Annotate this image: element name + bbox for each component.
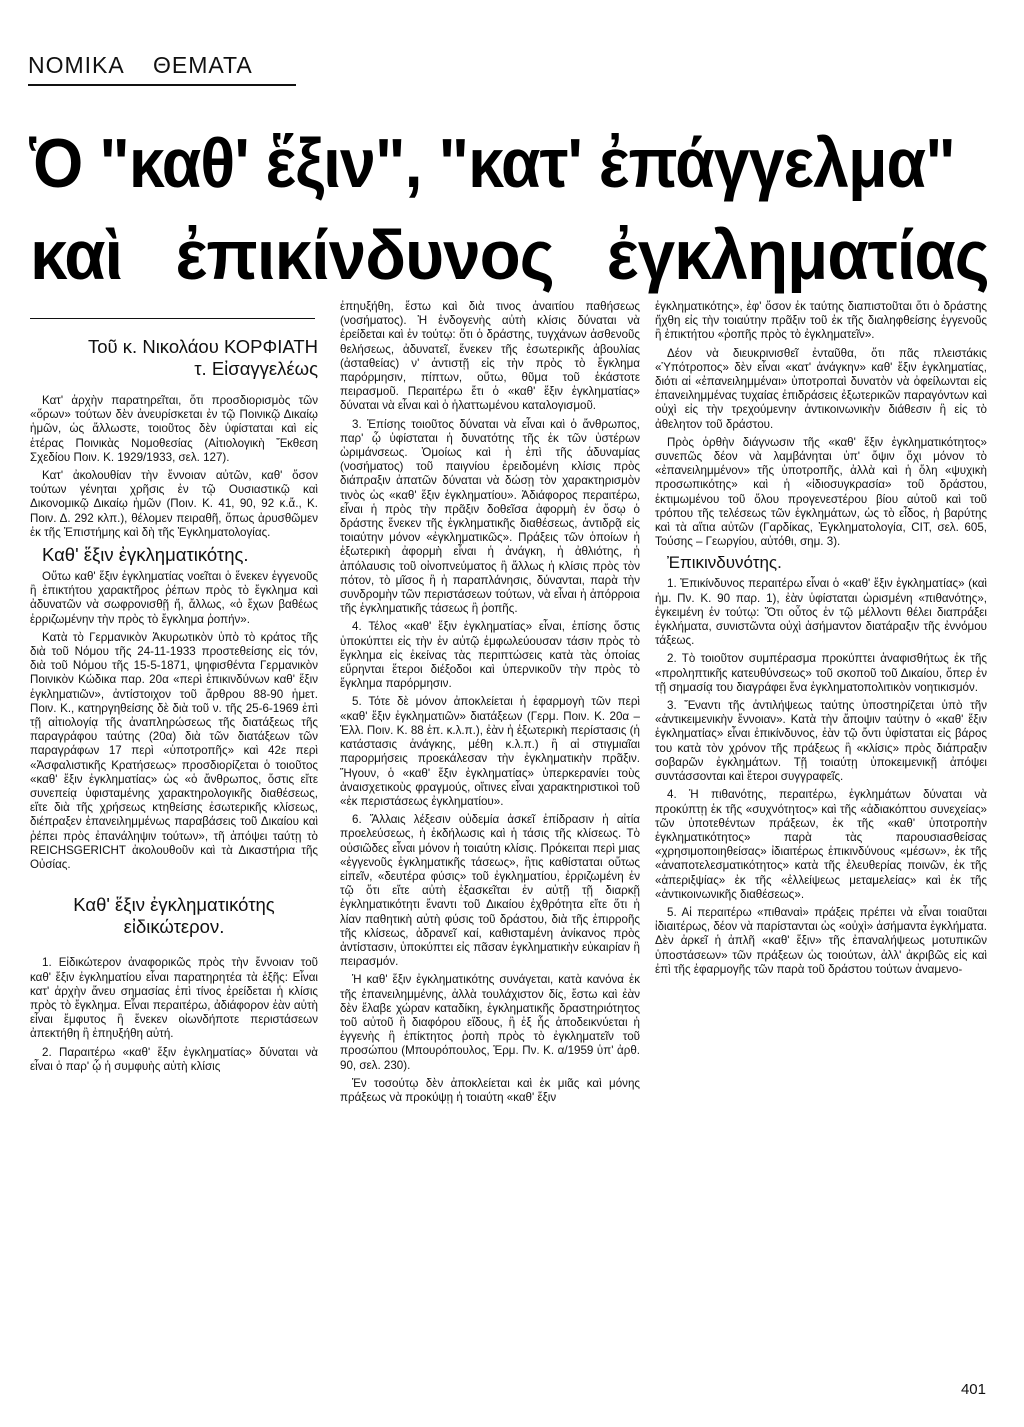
paragraph: Ἐν τοσούτῳ δὲν ἀποκλείεται καὶ ἐκ μιᾶς καὶ μόνης πράξεως νὰ προκύψῃ ἡ τοιαύτη «καθ' ἕξιν — [340, 1076, 640, 1104]
subheading-line: Καθ' ἕξιν ἐγκληματικότης — [73, 894, 275, 916]
paragraph: 1. Εἰδικώτερον ἀναφορικῶς πρὸς τὴν ἔννοιαν τοῦ καθ' ἕξιν ἐγκληματίου εἶναι παρατηρητέα τὰ ἑξῆς: Εἶναι κατ' ἀρχὴν ἄνευ σημασίας ἐπὶ τίνος ἐρείδεται ἡ κλίσις πρὸς τὸ ἔγκλημα. Εἶναι περαιτέρω, ἀδιάφορον ἐὰν αὐτὴ εἶναι ἔμφυτος ἢ ἕνεκεν οἰωνδήποτε περιστάσεων ἀπεκτήθη ἢ ἐπηυξήθη αὐτή. — [30, 956, 318, 1041]
paragraph: Κατ' ἀρχὴν παρατηρεῖται, ὅτι προσδιορισμὸς τῶν «ὅρων» τούτων δὲν ἀνευρίσκεται ἐν τῷ Ποινικῷ Δικαίῳ ἡμῶν, ὡς ἄλλωστε, τοιοῦτος δὲν ὑφίσταται καὶ εἰς ἑτέρας Ποινικὰς Νομοθεσίας (Αἰτιολογικὴ Ἔκθεση Σχεδίου Ποιν. Κ. 1929/1933, σελ. 127). — [30, 394, 318, 464]
column-middle — [340, 300, 640, 1109]
paragraph: 3. Ἐπίσης τοιοῦτος δύναται νὰ εἶναι καὶ ὁ ἄνθρωπος, παρ' ᾧ ὑφίσταται ἡ δυνατότης τῆς ἐκ τῶν ὑστέρων ὡριμάνσεως. Ὁμοίως καὶ ἡ ἐπὶ τῆς ἀδυναμίας (νοσήματος) τοῦ παιγνίου ἐρειδομένη κλίσις πρὸς διάπραξιν ἀπατῶν δύναται νὰ δώσῃ τὸν χαρακτηρισμὸν τινὸς ὡς «καθ' ἕξιν ἐγκληματίου». Ἀδιάφορος περαιτέρω, εἶναι ἡ πρὸς τὴν πρᾶξιν δοθεῖσα ἀφορμὴ ἐν ὅσῳ ὁ δράστης ἕνεκεν τῆς ἐγκληματικῆς διαθέσεως, ἀντιδρᾷ εἰς τοιαύτην μόνον «ἐγκληματικῶς». Πράξεις τῶν ὁποίων ἡ ἐξωτερικὴ ἀφορμὴ εἶναι ἡ ἀνάγκη, ἡ ἀθλιότης, ἡ ἀπόλαυσις τοῦ οἰνοπνεύματος ἢ ἄλλως ἡ κλίσις πρὸς τὸν πότον, τὸ μῖσος ἢ ἡ παραπλάνησις, δύνανται, παρὰ τὴν συνδρομὴν τῶν περιστάσεων τούτων, νὰ εἶναι ἡ ἀπόρροια τῆς ἐγκληματικῆς τάσεως ἢ ῥοπῆς. — [340, 417, 640, 616]
paragraph: 6. Ἄλλαις λέξεσιν οὐδεμία ἀσκεῖ ἐπίδρασιν ἡ αἰτία προελεύσεως, ἡ ἐκδήλωσις καὶ ἡ τάσις τῆς κλίσεως. Τὸ οὐσιῶδες εἶναι μόνον ἡ τοιαύτη κλίσις. Πρόκειται περὶ μιας «ἐγγενοῦς ἐγκληματικῆς τάσεως», ἣτις καθίσταται οὕτως εἰπεῖν, «δευτέρα φύσις» τοῦ ἐγκληματίου, ἐρριζωμένη ἐν τῷ ὅτι εἴτε αὐτὴ ἐξασκεῖται ἐν αὐτῇ τῇ διαρκῇ ἐγκληματικότητι ἔναντι τοῦ Δικαίου ἐχθρότητα εἴτε ὅτι ἡ λίαν παθητικὴ αὐτὴ φύσις τοῦ δράστου, διὰ τῆς ἐπιρροῆς τῆς κλίσεως, ἀδρανεῖ καί, καθισταμένη ἀνίκανος πρὸς ἀντίστασιν, ὑποκύπτει εἰς πᾶσαν ἐγκληματικὴν εὐκαιρίαν ἢ πειρασμόν. — [340, 813, 640, 969]
subheading: Καθ' ἕξιν ἐγκληματικότης. — [42, 544, 249, 566]
subheading-line: εἰδικώτερον. — [123, 916, 225, 938]
paragraph: 3. Ἔναντι τῆς ἀντιλήψεως ταύτης ὑποστηρίζεται ὑπὸ τῆν «ἀντικειμενικὴν ἔννοιαν». Κατὰ τὴν ἄποψιν ταύτην ὁ «καθ' ἕξιν ἐγκληματίας» εἶναι ἐπικίνδυνος, ἐὰν τῷ ὄντι ὑφίσταται εἰς βάρος του κατὰ τὸν χρόνον τῆς πράξεως ἢ «κλίσις» πρὸς διάπραξιν σοβαρῶν ἐγκλημάτων. Τῇ τοιαύτῃ ὑποκειμενικῇ ἀπόψει συντάσσονται καὶ ἕτεροι συγγραφεῖς. — [655, 699, 987, 784]
column-right — [655, 300, 987, 981]
paragraph: 4. Τέλος «καθ' ἕξιν ἐγκληματίας» εἶναι, ἐπίσης ὅστις ὑποκύπτει εἰς τὴν ἐν αὐτῷ ἐμφωλεύουσαν τάσιν πρὸς τὸ ἔγκλημα εἰς ἐκείνας τὰς περιπτώσεις κατὰ τὰς ὁποίας εὕρηνται ἕτεροι διέξοδοι καὶ ὑπερνικοῦν τὴν πρὸς τὸ ἔγκλημα παρόρμησιν. — [340, 620, 640, 691]
paragraph: 5. Αἱ περαιτέρω «πιθαναὶ» πράξεις πρέπει νὰ εἶναι τοιαῦται ἰδιαιτέρως, δέον νὰ παρίστανται ὡς «οὐχὶ» ἀσήμαντα ἐγκλήματα. Δὲν ἀρκεῖ ἡ ἀπλῆ «καθ' ἕξιν» τῆς ἐπαναλήψεως μοτυπικῶν ὑποστάσεων» τῶν πράξεων ὡς τοιούτων, ἀλλ' ἀκριβῶς εἰς καὶ ἐπὶ τῆς ἐφαρμογῆς τῶν παρὰ τοῦ δράστου τούτων ἀναμενο- — [655, 905, 987, 976]
article-title-line-1: Ὁ "καθ' ἕξιν", "κατ' ἐπάγγελμα" — [30, 124, 955, 202]
paragraph: 4. Ἡ πιθανότης, περαιτέρω, ἐγκλημάτων δύναται νὰ προκύπτῃ ἐκ τῆς «συχνότητος» καὶ τῆς «ἀδιακόπτου συνεχείας» τῶν ὑποτεθέντων πράξεων, ἐκ τῆς «καθ' ὑποτροπὴν ἐγκληματικότητος» παρὰ τὰς παρουσιασθείσας «χρησιμοποιηθείσας» ἰδιαιτέρως ἐπικινδύνους «μέσων», ἐκ τῆς «ἀναποτελεσματικότητος» κατὰ τῆς ἐλευθερίας ποινῶν, ἐκ τῆς «ἀπεριξψίας» ἐκ τῆς «ἐλλείψεως μεταμελείας» καὶ ἐκ τῆς «ἀντικοινωνικῆς διαθέσεως». — [655, 788, 987, 901]
subheading — [30, 894, 318, 938]
section-underline — [28, 84, 296, 86]
paragraph: Κατ' ἀκολουθίαν τὴν ἔννοιαν αὐτῶν, καθ' ὅσον τούτων γένηται χρῆσις ἐν τῷ Ουσιαστικῷ καὶ Δικονομικῷ Δικαίῳ ἡμῶν (Ποιν. Κ. 41, 90, 92 κ.ἄ., Κ. Ποιν. Δ. 292 κλπ.), θέλομεν πειραθῆ, ὅπως ἀρυσθῶμεν ἐκ τῆς Ἐπιστήμης καὶ δὴ τῆς Ἐγκληματολογίας. — [30, 469, 318, 539]
paragraph: 1. Ἐπικίνδυνος περαιτέρω εἶναι ὁ «καθ' ἕξιν ἐγκληματίας» (καὶ ἠμ. Πν. Κ. 90 παρ. 1), ἐὰν ὑφίσταται ὡρισμένη «πιθανότης», ἐγκειμένη ἐν τούτῳ: Ὅτι οὗτος ἐν τῷ μέλλοντι θέλει διαπράξει ἐγκλήματα, συνιστῶντα οὐχὶ ἀσήμαντον διατάραξιν τῆς ἐννόμου τάξεως. — [655, 577, 987, 648]
subheading: Ἐπικινδυνότης. — [667, 553, 782, 573]
page-number: 401 — [960, 1381, 986, 1398]
paragraph: ἐπηυξήθη, ἔστω καὶ διὰ τινος ἀναιτίου παθήσεως (νοσήματος). Ἡ ἐνδογενὴς αὐτὴ κλίσις δύναται νὰ ἐρείδεται καὶ ἐν τούτῳ: ὅτι ὁ δράστης, τυγχάνων ἀσθενοῦς θελήσεως, ἀδυνατεῖ, ἕνεκεν τῆς ἐσωτερικῆς ἀβουλίας (ἀσταθείας) ν' ἀντιστῇ εἰς τὴν πρὸς τὸ ἔγκλημα παρόρμησιν, πίπτων, οὕτω, θῦμα τοῦ ἑκάστοτε πειρασμοῦ. Περαιτέρω ἔτι ὁ «καθ' ἕξιν ἐγκληματίας» δύναται νὰ εἶναι καὶ ὁ ἡλαττωμένου καταλογισμοῦ. — [340, 300, 640, 413]
paragraph: Πρὸς ὀρθὴν διάγνωσιν τῆς «καθ' ἕξιν ἐγκληματικότητος» συνεπῶς δέον νὰ λαμβάνηται ὑπ' ὄψιν ὄχι μόνον τὸ «ἐπανειλημμένον» τῆς ὑποτροπῆς, ἀλλὰ καὶ ἡ ὅλη «ψυχικὴ προσωπικότης» καὶ ἡ «ἰδιοσυγκρασία» τοῦ δράστου, ἐκτιμωμένου τοῦ ὅλου προγενεστέρου βίου αὐτοῦ καὶ τοῦ τρόπου τῆς τελέσεως τῶν ἐγκλημάτων, ὡς τὸ εἶδος, ἡ βαρύτης καὶ τὰ αἴτια αὐτῶν (Γαρδίκας, Ἐγκληματολογία, CIT, σελ. 605, Τούσης – Γεωργίου, αὐτόθι, σημ. 3). — [655, 435, 987, 549]
paragraph: 2. Παραιτέρω «καθ' ἕξιν ἐγκληματίας» δύναται νὰ εἶναι ὁ παρ' ᾧ ἡ συμφυὴς αὐτὴ κλίσις — [30, 1045, 318, 1073]
byline-divider — [30, 318, 315, 319]
column-left — [30, 336, 318, 1078]
byline — [30, 336, 318, 380]
paragraph: 2. Τὸ τοιοῦτον συμπέρασμα προκύπτει ἀναφισθήτως ἐκ τῆς «προληπτικῆς κατευθύνσεως» τοῦ σκοποῦ τοῦ Δικαίου, ὅπερ ἐν τῇ σημασίᾳ του διαγράφει ἕνα ἐγκληματοπολιτικὸν νοητικισμόν. — [655, 652, 987, 694]
paragraph: Ἡ καθ' ἕξιν ἐγκληματικότης συνάγεται, κατὰ κανόνα ἐκ τῆς ἐπανειλημμένης, ἀλλὰ τουλάχιστον δίς, ἔστω καὶ ἐὰν δὲν ἔλαβε χώραν καταδίκη, ἐγκληματικῆς δραστηριότητος τοῦ αὐτοῦ ἢ διαφόρου εἴδους, ἢ ἐξ ἧς ἀποδεικνύεται ἡ ἐγγενὴς ἢ ἐπίκτητος ῥοπὴ πρὸς τὸ ἐγκληματεῖν τοῦ προσώπου (Μπουρόπουλος, Ἑρμ. Πν. Κ. α/1959 ὑπ' ἀρθ. 90, σελ. 230). — [340, 973, 640, 1072]
paragraph: 5. Τότε δὲ μόνον ἀποκλείεται ἡ ἐφαρμογὴ τῶν περὶ «καθ' ἕξιν ἐγκληματιῶν» διατάξεων (Γερμ. Ποιν. Κ. 20α – Ἑλλ. Ποιν. Κ. 88 ἐπ. κ.λ.π.), ἐὰν ἡ ἐξωτερικὴ περίστασις (ἡ κατάστασις ἀνάγκης, μέθη κ.λ.π.) ἢ αἱ στιγμιαῖαι παρορμήσεις προεκάλεσαν τὴν ἐγκληματικὴν πρᾶξιν. Ἤγουν, ὁ «καθ' ἕξιν ἐγκληματίας» ὑπερκερανίει τοὺς ἀναισχετικοὺς φραγμούς, οἵτινες εἶναι χαρακτηριστικοὶ τοῦ «ἐκ περιστάσεως ἐγκληματίου». — [340, 695, 640, 808]
paragraph: Κατὰ τὸ Γερμανικὸν Ἀκυρωτικὸν ὑπὸ τὸ κράτος τῆς διὰ τοῦ Νόμου τῆς 24-11-1933 προστεθείσης εἰς τόν, διὰ τοῦ Νόμου τῆς 15-5-1871, ψηφισθέντα Γερμανικὸν Ποινικὸν Κώδικα παρ. 20α «περὶ ἐπικινδύνων καθ' ἕξιν ἐγκληματιῶν», ἀντίστοιχον τοῦ ἄρθρου 88-90 ἡμετ. Ποιν. Κ., κατηργηθείσης δὲ διὰ τοῦ ν. τῆς 25-6-1969 ἐπὶ τῇ αἰτιολογίᾳ τῆς ἀναπληρώσεως τῆς διατάξεως τῆς παραγράφου ταύτης (20α) διὰ τῶν διατάξεων τῶν παραγράφων 17 περὶ «ὑποτροπῆς» καὶ 42ε περὶ «Ἀσφαλιστικῆς Κρατήσεως» προσδιορίζεται ὁ τοιοῦτος «καθ' ἕξιν ἐγκληματίας» ὡς «ὁ ἄνθρωπος, ὅστις εἴτε συνεπείᾳ ὑφισταμένης χαρακτηρολογικῆς διαθέσεως, εἴτε διὰ τῆς χρήσεως κτηθείσης ἐσωτερικῆς κλίσεως, διέπραξεν ἐπανειλημμένως παραβάσεις τοῦ Δικαίου καὶ ῥέπει πρὸς ἐπανάληψιν τούτων», τῆ ἀπόψει ταύτῃ τὸ REICHSGERICHT ἀκολουθοῦν καὶ τὰ Δικαστήρια τῆς Οὐσίας. — [30, 630, 318, 872]
article-title-line-2: καὶ ἐπικίνδυνος ἐγκληματίας — [30, 216, 989, 294]
author-name: Τοῦ κ. Νικολάου ΚΟΡΦΙΑΤΗ — [87, 336, 318, 357]
section-label: ΝΟΜΙΚΑ ΘΕΜΑΤΑ — [28, 52, 253, 78]
author-title: τ. Εἰσαγγελέως — [194, 358, 318, 379]
paragraph: ἐγκληματικότης», ἐφ' ὅσον ἐκ ταύτης διαπιστοῦται ὅτι ὁ δράστης ἤχθη εἰς τὴν τοιαύτην πρᾶξιν τοῦ ἐκ τῆς διαληφθείσης ἐγγενοῦς ἢ ἐπικτήτου «ῥοπῆς πρὸς τὸ ἐγκληματεῖν». — [655, 300, 987, 342]
paragraph: Οὕτω καθ' ἕξιν ἐγκληματίας νοεῖται ὁ ἕνεκεν ἐγγενοῦς ἢ ἐπικτήτου χαρακτῆρος ῥέπων πρὸς τὸ ἔγκλημα καὶ ἀδυνατῶν νὰ σωφρονισθῇ ἤ, ἄλλως, «ὁ ἔχων βαθέως ἐρριζωμένην τὴν πρὸς τὸ ἔγκλημα ῥοπήν». — [30, 570, 318, 626]
paragraph: Δέον νὰ διευκρινισθεῖ ἐνταῦθα, ὅτι πᾶς πλειστάκις «Ὑπότροπος» δὲν εἶναι «κατ' ἀνάγκην» καθ' ἕξιν ἐγκληματίας, διότι αἱ «ἐπανειλημμέναι» ὑποτροπαὶ δυνατὸν νὰ ὀφείλωνται εἰς ἐπανειλημμένας τυχαίας ἐπιδράσεις ἐξωτερικῶν παραγόντων καὶ οὐχὶ εἰς τὴν τρεχούμενην ἀντικοινωνικὴν διάθεσιν ἢ εἰς τὸ ἀθελητον τοῦ δράστου. — [655, 346, 987, 431]
